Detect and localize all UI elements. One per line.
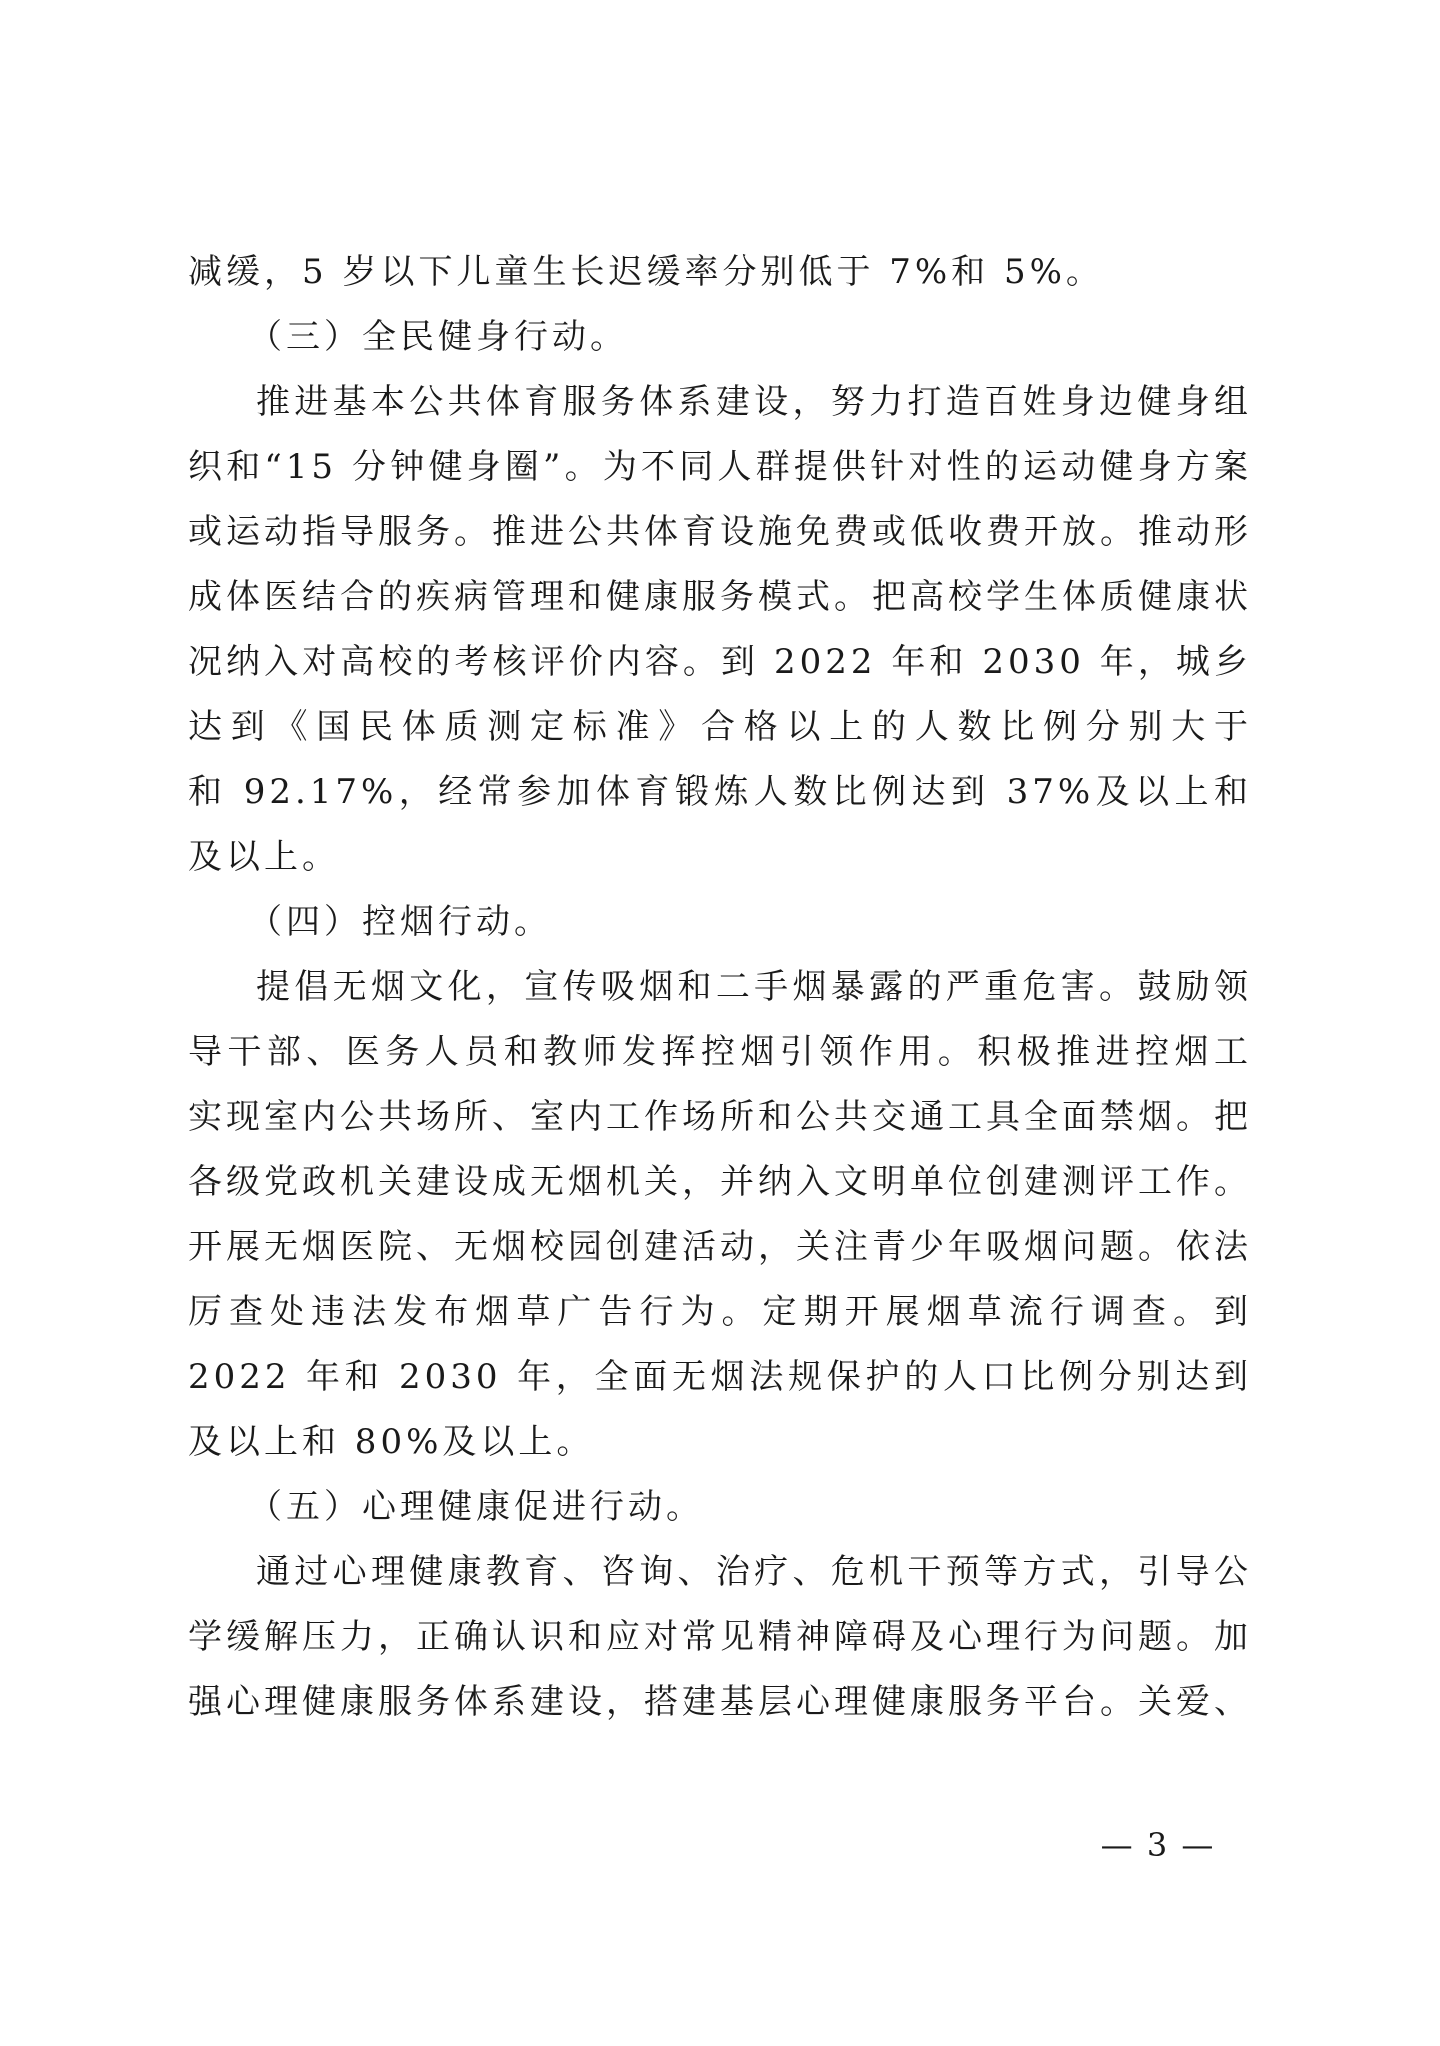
- paragraph-line: 况纳入对高校的考核评价内容。到 2022 年和 2030 年，城乡: [188, 642, 1252, 682]
- paragraph-line: 学缓解压力，正确认识和应对常见精神障碍及心理行为问题。加: [188, 1617, 1252, 1657]
- paragraph-line: 导干部、医务人员和教师发挥控烟引领作用。积极推进控烟工: [188, 1032, 1252, 1072]
- paragraph-line: 强心理健康服务体系建设，搭建基层心理健康服务平台。关爱、: [188, 1682, 1252, 1722]
- paragraph-line: 或运动指导服务。推进公共体育设施免费或低收费开放。推动形: [188, 512, 1252, 552]
- section-heading: （五）心理健康促进行动。: [248, 1487, 704, 1527]
- paragraph-line: 厉查处违法发布烟草广告行为。定期开展烟草流行调查。到: [188, 1292, 1252, 1332]
- section-heading: （三）全民健身行动。: [248, 317, 628, 357]
- paragraph-line: 和 92.17%，经常参加体育锻炼人数比例达到 37%及以上和: [188, 772, 1252, 812]
- paragraph-line: 通过心理健康教育、咨询、治疗、危机干预等方式，引导公: [256, 1552, 1252, 1592]
- paragraph-line: 各级党政机关建设成无烟机关，并纳入文明单位创建测评工作。: [188, 1162, 1252, 1202]
- paragraph-line: 减缓，5 岁以下儿童生长迟缓率分别低于 7%和 5%。: [188, 252, 1104, 292]
- paragraph-line: 成体医结合的疾病管理和健康服务模式。把高校学生体质健康状: [188, 577, 1252, 617]
- paragraph-line: 及以上。: [188, 837, 340, 877]
- paragraph-line: 推进基本公共体育服务体系建设，努力打造百姓身边健身组: [256, 382, 1252, 422]
- paragraph-line: 提倡无烟文化，宣传吸烟和二手烟暴露的严重危害。鼓励领: [256, 967, 1252, 1007]
- paragraph-line: 及以上和 80%及以上。: [188, 1422, 595, 1462]
- paragraph-line: 实现室内公共场所、室内工作场所和公共交通工具全面禁烟。把: [188, 1097, 1252, 1137]
- paragraph-line: 2022 年和 2030 年，全面无烟法规保护的人口比例分别达到: [188, 1357, 1252, 1397]
- section-heading: （四）控烟行动。: [248, 902, 552, 942]
- body-text: [188, 240, 1252, 1735]
- page-number: — 3 —: [1100, 1826, 1216, 1864]
- paragraph-line: 织和“15 分钟健身圈”。为不同人群提供针对性的运动健身方案: [188, 447, 1252, 487]
- paragraph-line: 开展无烟医院、无烟校园创建活动，关注青少年吸烟问题。依法: [188, 1227, 1252, 1267]
- paragraph-line: 达到《国民体质测定标准》合格以上的人数比例分别大于: [188, 707, 1252, 747]
